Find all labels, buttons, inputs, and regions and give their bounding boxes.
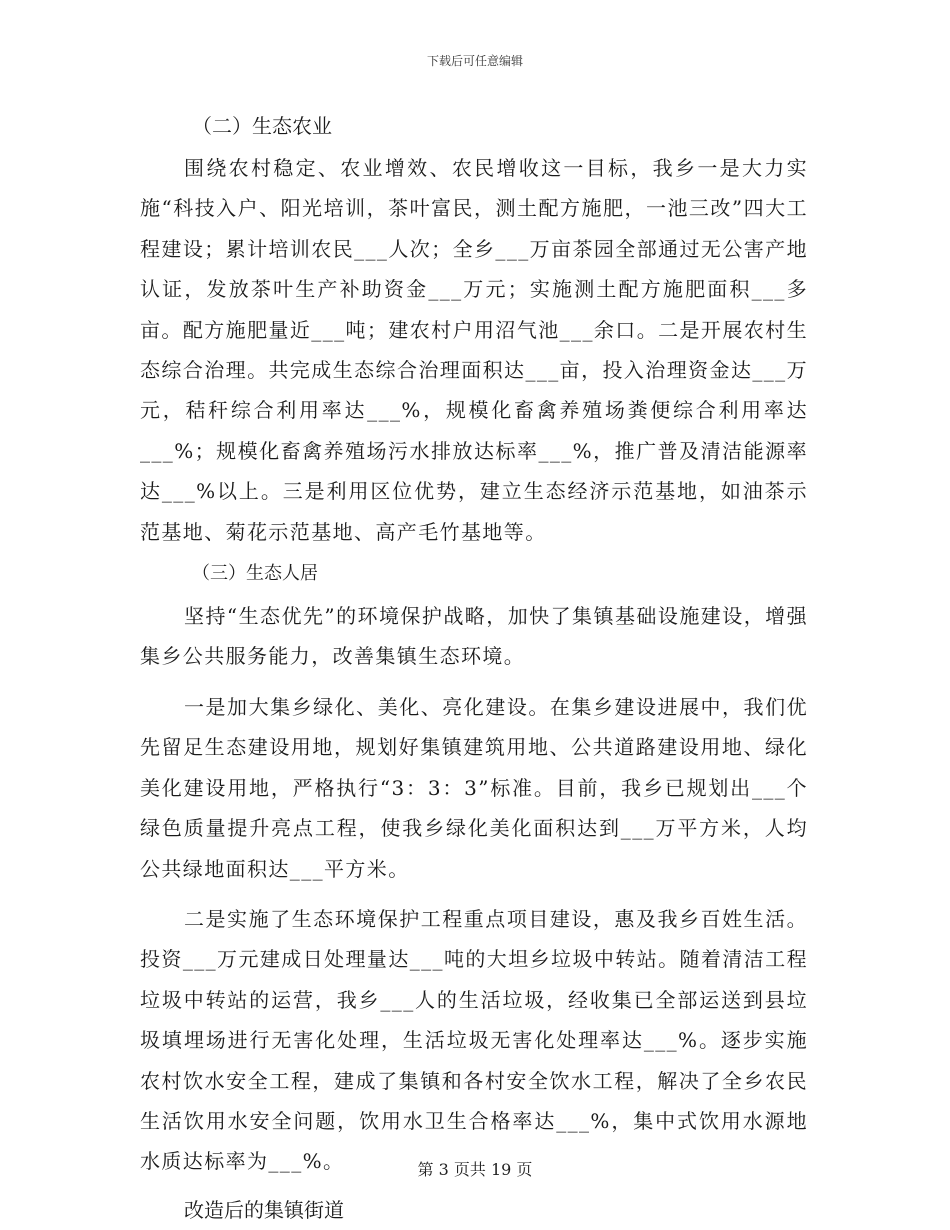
document-body	[140, 108, 808, 1230]
page-header-note: 下载后可任意编辑	[426, 54, 523, 68]
paragraph-greening: 一是加大集乡绿化、美化、亮化建设。在集乡建设进展中，我们优先留足生态建设用地，规划好集镇建筑用地、公共道路建设用地、绿化美化建设用地，严格执行“3：3：3”标准。目前，我乡已规划出___个绿色质量提升亮点工程，使我乡绿化美化面积达到___万平方米，人均公共绿地面积达___平方米。	[140, 694, 808, 881]
page-number: 第 3 页共 19 页	[417, 1160, 533, 1179]
paragraph-environment-projects: 二是实施了生态环境保护工程重点项目建设，惠及我乡百姓生活。投资___万元建成日处理量达___吨的大坦乡垃圾中转站。随着清洁工程垃圾中转站的运营，我乡___人的生活垃圾，经收集已全部运送到县垃圾填埋场进行无害化处理，生活垃圾无害化处理率达___%。逐步实施农村饮水安全工程，建成了集镇和各村安全饮水工程，解决了全乡农民生活饮用水安全问题，饮用水卫生合格率达___%，集中式饮用水源地水质达标率为___%。	[140, 906, 808, 1174]
section-heading-ecological-agriculture: （二）生态农业	[192, 114, 332, 138]
paragraph-ecological-living-intro: 坚持“生态优先”的环境保护战略，加快了集镇基础设施建设，增强集乡公共服务能力，改善集镇生态环境。	[140, 604, 808, 669]
image-caption: 改造后的集镇街道	[184, 1197, 344, 1222]
section-heading-ecological-living: （三）生态人居	[192, 563, 318, 585]
paragraph-ecological-agriculture: 围绕农村稳定、农业增效、农民增收这一目标，我乡一是大力实施“科技入户、阳光培训，茶叶富民，测土配方施肥，一池三改”四大工程建设；累计培训农民___人次；全乡___万亩茶园全部通过无公害产地认证，发放茶叶生产补助资金___万元；实施测土配方施肥面积___多亩。配方施肥量近___吨；建农村户用沼气池___余口。二是开展农村生态综合治理。共完成生态综合治理面积达___亩，投入治理资金达___万元，秸秆综合利用率达___%，规模化畜禽养殖场粪便综合利用率达___%；规模化畜禽养殖场污水排放达标率___%，推广普及清洁能源率达___%以上。三是利用区位优势，建立生态经济示范基地，如油茶示范基地、菊花示范基地、高产毛竹基地等。	[140, 156, 808, 544]
spacer	[140, 677, 808, 687]
spacer	[140, 889, 808, 899]
